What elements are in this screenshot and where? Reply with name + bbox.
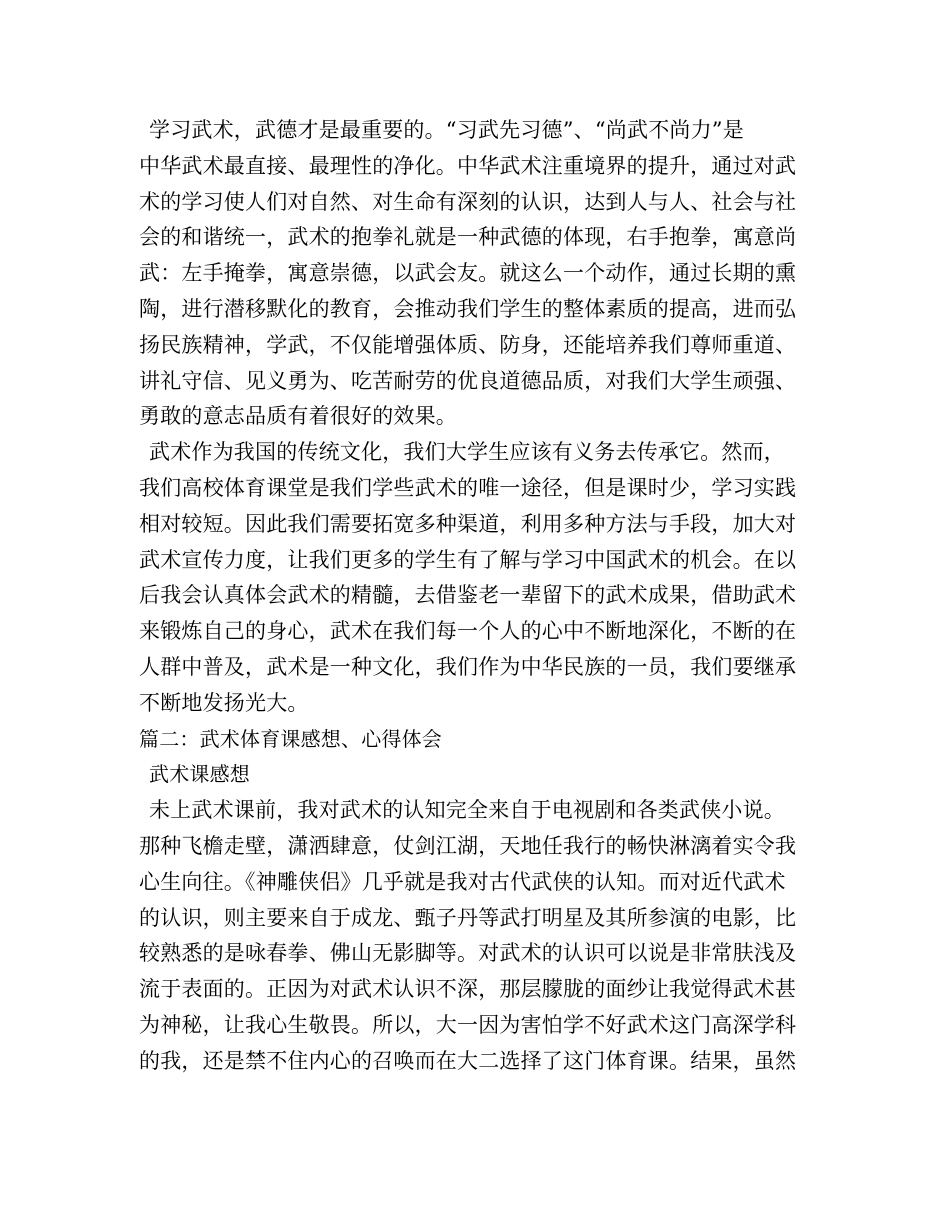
paragraph-line: 来锻炼自己的身心，武术在我们每一个人的心中不断地深化，不断的在 [139,619,797,644]
paragraph-line: 的认识，则主要来自于成龙、甄子丹等武打明星及其所参演的电影，比 [139,905,797,930]
paragraph-line: 武术宣传力度，让我们更多的学生有了解与学习中国武术的机会。在以 [139,547,797,572]
paragraph-line: 学习武术，武德才是最重要的。“习武先习德”、“尚武不尚力”是 [149,118,744,142]
paragraph-line: 武术作为我国的传统文化，我们大学生应该有义务去传承它。然而， [149,440,785,465]
paragraph-line: 不断地发扬光大。 [139,690,309,715]
paragraph-line: 中华武术最直接、最理性的净化。中华武术注重境界的提升，通过对武 [139,153,797,178]
paragraph-line: 术的学习使人们对自然、对生命有深刻的认识，达到人与人、社会与社 [139,189,797,214]
paragraph-line: 未上武术课前，我对武术的认知完全来自于电视剧和各类武侠小说。 [149,798,785,823]
paragraph-line: 流于表面的。正因为对武术认识不深，那层朦胧的面纱让我觉得武术甚 [139,977,797,1002]
paragraph-line: 心生向往。《神雕侠侣》几乎就是我对古代武侠的认知。而对近代武术 [139,869,786,894]
paragraph-line: 人群中普及，武术是一种文化，我们作为中华民族的一员，我们要继承 [139,654,797,679]
paragraph-line: 武：左手掩拳，寓意崇德，以武会友。就这么一个动作，通过长期的熏 [139,261,797,286]
paragraph-line: 会的和谐统一，武术的抱拳礼就是一种武德的体现，右手抱拳，寓意尚 [139,225,797,250]
section-heading: 篇二：武术体育课感想、心得体会 [139,726,442,751]
paragraph-line: 我们高校体育课堂是我们学些武术的唯一途径，但是课时少，学习实践 [139,475,797,500]
paragraph-line: 讲礼守信、见义勇为、吃苦耐劳的优良道德品质，对我们大学生顽强、 [139,368,797,393]
paragraph-line: 扬民族精神，学武，不仅能增强体质、防身，还能培养我们尊师重道、 [139,332,797,357]
paragraph-line: 勇敢的意志品质有着很好的效果。 [139,404,457,429]
paragraph-line: 为神秘，让我心生敬畏。所以，大一因为害怕学不好武术这门高深学科 [139,1012,797,1037]
paragraph-line: 那种飞檐走壁，潇洒肆意，仗剑江湖，天地任我行的畅快淋漓着实令我 [139,833,797,858]
paragraph-line: 较熟悉的是咏春拳、佛山无影脚等。对武术的认识可以说是非常肤浅及 [139,941,797,966]
subsection-heading: 武术课感想 [149,762,250,787]
paragraph-line: 相对较短。因此我们需要拓宽多种渠道，利用多种方法与手段，加大对 [139,511,797,536]
paragraph-line: 的我，还是禁不住内心的召唤而在大二选择了这门体育课。结果，虽然 [139,1048,797,1073]
paragraph-line: 陶，进行潜移默化的教育，会推动我们学生的整体素质的提高，进而弘 [139,296,797,321]
document-body [139,113,829,1080]
paragraph-line: 后我会认真体会武术的精髓，去借鉴老一辈留下的武术成果，借助武术 [139,583,797,608]
